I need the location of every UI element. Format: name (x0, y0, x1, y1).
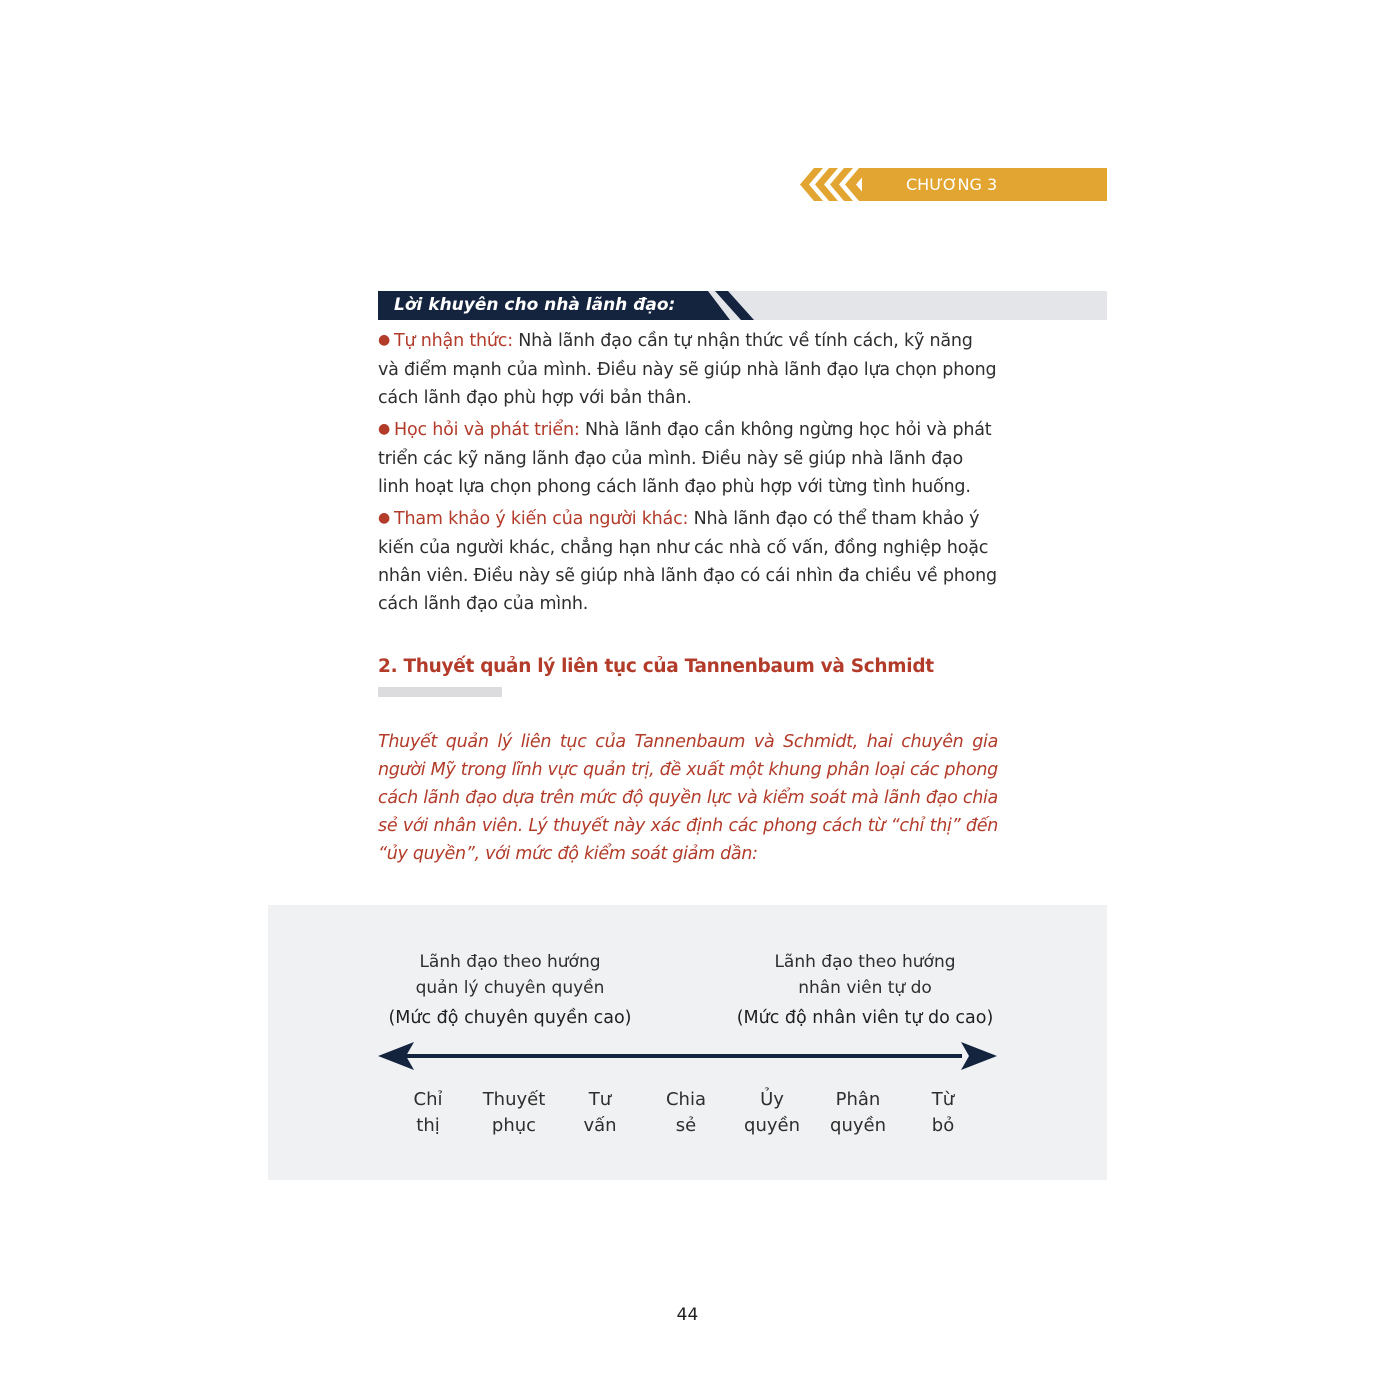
advice-text: Nhà lãnh đạo cần không ngừng học hỏi và phát triển các kỹ năng lãnh đạo của mình. Điều này sẽ giúp nhà lãnh đạo linh hoạt lựa chọn phong cách lãnh đạo phù hợp với từng tình huống. (378, 420, 992, 497)
step-line1: Chia (665, 1089, 706, 1110)
advice-term: Tham khảo ý kiến của người khác: (394, 509, 689, 529)
left-label-line2: quản lý chuyên quyền (415, 978, 605, 998)
step-line1: Từ (931, 1089, 955, 1110)
advice-term: Học hỏi và phát triển: (394, 420, 580, 440)
step-label (383, 1087, 473, 1139)
step-line2: phục (491, 1115, 537, 1136)
step-label (469, 1087, 559, 1139)
advice-item (378, 416, 998, 501)
step-line1: Chỉ (413, 1089, 443, 1110)
advice-title: Lời khuyên cho nhà lãnh đạo: (394, 295, 676, 315)
right-label-line2: nhân viên tự do (798, 978, 932, 998)
advice-term: Tự nhận thức: (394, 331, 513, 351)
advice-item (378, 327, 998, 412)
right-label-line1: Lãnh đạo theo hướng (774, 952, 956, 972)
page-number: 44 (676, 1305, 699, 1325)
right-label-sub: (Mức độ nhân viên tự do cao) (736, 1008, 994, 1028)
step-line2: bỏ (931, 1115, 955, 1136)
step-label (641, 1087, 731, 1139)
section-title: 2. Thuyết quản lý liên tục của Tannenbaum và Schmidt (378, 656, 934, 677)
step-line2: vấn (583, 1115, 617, 1136)
bullet-icon: ● (378, 510, 391, 526)
step-line1: Phân (835, 1089, 881, 1110)
bullet-icon: ● (378, 332, 391, 348)
advice-text: Nhà lãnh đạo có thể tham khảo ý kiến của người khác, chẳng hạn như các nhà cố vấn, đồng nghiệp hoặc nhân viên. Điều này sẽ giúp nhà lãnh đạo có cái nhìn đa chiều về phong cách lãnh đạo của mình. (378, 509, 997, 614)
advice-header (378, 291, 1107, 320)
section-intro: Thuyết quản lý liên tục của Tannenbaum và Schmidt, hai chuyên gia người Mỹ trong lĩnh vực quản trị, đề xuất một khung phân loại các phong cách lãnh đạo dựa trên mức độ quyền lực và kiểm soát mà lãnh đạo chia sẻ với nhân viên. Lý thuyết này xác định các phong cách từ “chỉ thị” đến “ủy quyền”, với mức độ kiểm soát giảm dần: (378, 732, 998, 864)
step-line1: Ủy (760, 1089, 784, 1110)
chevrons-left-icon (800, 168, 870, 201)
step-line2: quyền (830, 1115, 886, 1136)
step-line1: Thuyết (482, 1089, 546, 1110)
advice-item (378, 505, 998, 618)
step-label (813, 1087, 903, 1139)
step-line1: Tư (588, 1089, 612, 1110)
continuum-diagram (268, 905, 1107, 1180)
step-line2: quyền (744, 1115, 800, 1136)
step-line2: sẻ (675, 1115, 697, 1136)
left-label-sub: (Mức độ chuyên quyền cao) (388, 1008, 632, 1028)
chapter-tab (800, 168, 1107, 201)
step-label (555, 1087, 645, 1139)
chapter-label: CHƯƠNG 3 (862, 168, 1107, 201)
step-label (727, 1087, 817, 1139)
section-underline (378, 687, 502, 697)
step-label (898, 1087, 988, 1139)
bullet-icon: ● (378, 421, 391, 437)
advice-text: Nhà lãnh đạo cần tự nhận thức về tính cách, kỹ năng và điểm mạnh của mình. Điều này sẽ giúp nhà lãnh đạo lựa chọn phong cách lãnh đạo phù hợp với bản thân. (378, 331, 997, 408)
left-label-line1: Lãnh đạo theo hướng (419, 952, 601, 972)
step-line2: thị (416, 1115, 440, 1136)
